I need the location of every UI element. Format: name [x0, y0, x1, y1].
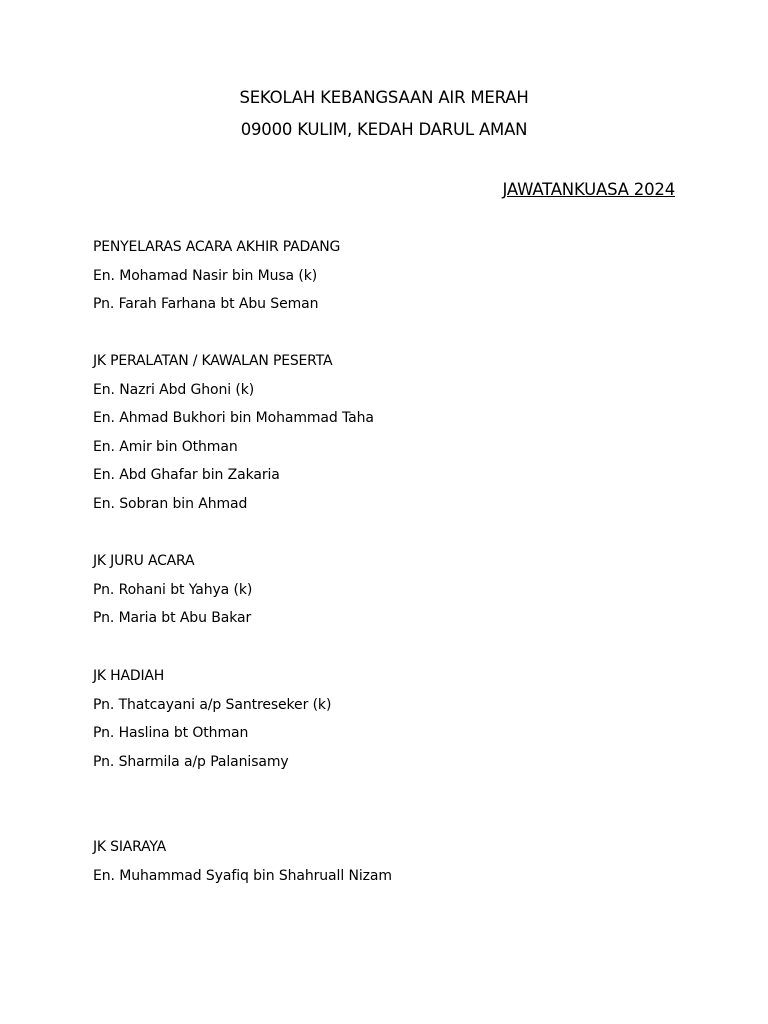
- school-address: 09000 KULIM, KEDAH DARUL AMAN: [240, 120, 528, 139]
- section-title: JK SIARAYA: [93, 839, 167, 855]
- committee-title: JAWATANKUASA 2024: [502, 180, 675, 199]
- member-name: En. Ahmad Bukhori bin Mohammad Taha: [93, 410, 374, 427]
- section-title: JK JURU ACARA: [93, 553, 195, 569]
- section-title: PENYELARAS ACARA AKHIR PADANG: [93, 239, 341, 255]
- member-name: Pn. Farah Farhana bt Abu Seman: [93, 296, 319, 313]
- section-juru-acara: [93, 551, 693, 637]
- member-name: En. Abd Ghafar bin Zakaria: [93, 467, 280, 484]
- school-name: SEKOLAH KEBANGSAAN AIR MERAH: [239, 88, 529, 107]
- member-name: Pn. Maria bt Abu Bakar: [93, 610, 252, 627]
- section-title: JK PERALATAN / KAWALAN PESERTA: [93, 353, 333, 369]
- section-siaraya: [93, 837, 693, 894]
- member-name: Pn. Sharmila a/p Palanisamy: [93, 753, 289, 770]
- section-title: JK HADIAH: [93, 668, 165, 684]
- member-name: En. Amir bin Othman: [93, 438, 238, 455]
- section-peralatan: [93, 351, 693, 523]
- member-name: En. Nazri Abd Ghoni (k): [93, 381, 255, 398]
- member-name: En. Sobran bin Ahmad: [93, 495, 248, 512]
- member-name: En. Muhammad Syafiq bin Shahruall Nizam: [93, 867, 392, 884]
- member-name: Pn. Haslina bt Othman: [93, 725, 249, 742]
- section-penyelaras: [93, 237, 693, 323]
- member-name: Pn. Thatcayani a/p Santreseker (k): [93, 696, 332, 713]
- member-name: Pn. Rohani bt Yahya (k): [93, 581, 253, 598]
- member-name: En. Mohamad Nasir bin Musa (k): [93, 267, 318, 284]
- section-hadiah: [93, 666, 693, 780]
